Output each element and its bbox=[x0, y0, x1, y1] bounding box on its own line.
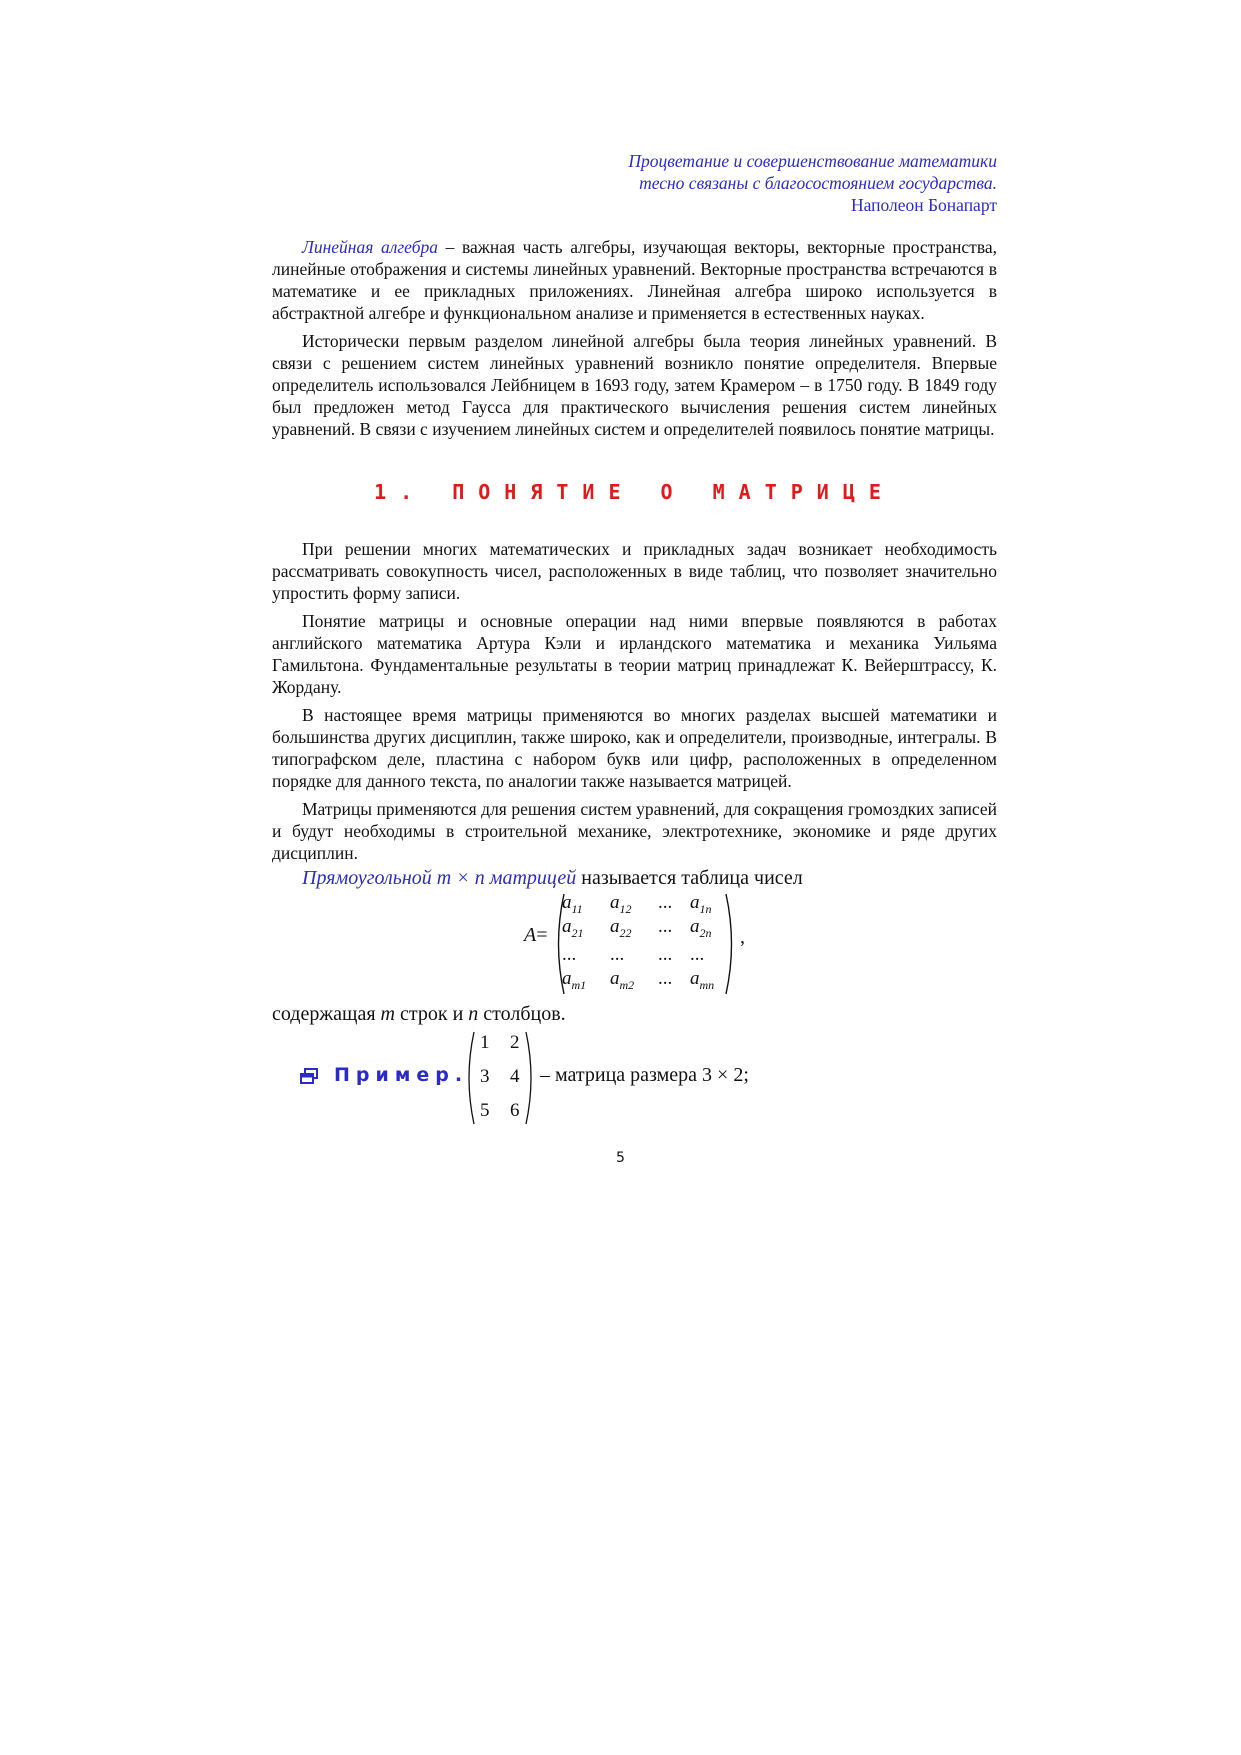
window-restore-icon bbox=[300, 1068, 318, 1084]
example-description: – матрица размера 3 × 2; bbox=[540, 1064, 749, 1086]
example bbox=[272, 1030, 997, 1126]
epigraph bbox=[272, 150, 997, 216]
matrix-entry: $a_{2n}$ bbox=[690, 916, 712, 940]
example-left-paren-icon bbox=[464, 1030, 476, 1126]
intro bbox=[272, 236, 997, 440]
matrix-formula bbox=[272, 892, 997, 996]
matrix-entry: ... bbox=[658, 892, 673, 913]
matrix-entry: $a_{m2}$ bbox=[610, 968, 635, 992]
contains-m: m bbox=[380, 1003, 395, 1025]
matrix-entry: ... bbox=[690, 944, 705, 965]
matrix-entry: $a_{11}$ bbox=[562, 892, 583, 916]
right-paren-icon bbox=[724, 892, 738, 996]
intro-paragraph-1 bbox=[272, 236, 997, 324]
matrix-symbol bbox=[524, 924, 548, 947]
example-cell: 2 bbox=[510, 1032, 520, 1053]
matrix-comma: , bbox=[740, 926, 745, 948]
section-paragraph-3: В настоящее время матрицы применяются во многих разделах высшей математики и большинства других дисциплин, также широко, как и определители, производные, интегралы. В типографском деле, пластина с набором букв или цифр, расположенных в определенном порядке для данного текста, по аналогии также называется матрицей. bbox=[272, 705, 997, 791]
example-cell: 4 bbox=[510, 1066, 520, 1087]
section-paragraph-4: Матрицы применяются для решения систем уравнений, для сокращения громоздких записей и будут необходимы в строительной механике, электротехнике, экономике и ряде других дисциплин. bbox=[272, 799, 997, 863]
matrix-entry: $a_{22}$ bbox=[610, 916, 632, 940]
example-cell: 3 bbox=[480, 1066, 490, 1087]
term-rectangular-matrix: Прямоугольной m × n матрицей bbox=[302, 867, 577, 889]
intro-paragraph-2: Исторически первым разделом линейной алгебры была теория линейных уравнений. В связи с решением систем линейных уравнений возникло понятие определителя. Впервые определитель использовался Лейбницем в 1693 году, затем Крамером – в 1750 году. В 1849 году был предложен метод Гаусса для практического вычисления решения систем линейных уравнений. В связи с изучением линейных систем и определителей появилось понятие матрицы. bbox=[272, 331, 997, 439]
page-number: 5 bbox=[616, 1150, 625, 1166]
matrix-entry: $a_{1n}$ bbox=[690, 892, 712, 916]
contains-post: столбцов. bbox=[478, 1003, 566, 1025]
example-right-paren-icon bbox=[524, 1030, 536, 1126]
section-paragraph-2: Понятие матрицы и основные операции над ними впервые появляются в работах английского математика Артура Кэли и ирландского математика и механика Уильяма Гамильтона. Фундаментальные результаты в теории матриц принадлежат К. Вейерштрассу, К. Жордану. bbox=[272, 611, 997, 697]
contains-mid: строк и bbox=[394, 1003, 469, 1025]
matrix-entry: ... bbox=[658, 968, 673, 989]
example-matrix bbox=[468, 1030, 538, 1126]
epigraph-line-1: Процветание и совершенствование математики bbox=[628, 151, 997, 171]
example-cell: 6 bbox=[510, 1100, 520, 1121]
epigraph-author: Наполеон Бонапарт bbox=[850, 195, 997, 215]
matrix-entry: ... bbox=[610, 944, 625, 965]
example-label: Пример. bbox=[334, 1064, 469, 1086]
matrix-entry: ... bbox=[658, 944, 673, 965]
intro-paragraph-1-text: – важная часть алгебры, изучающая векторы, векторные пространства, линейные отображения и системы линейных уравнений. Векторные пространства встречаются в математике и ее прикладных приложениях. Линейная алгебра широко используется в абстрактной алгебре и функциональном анализе и применяется в естественных науках. bbox=[272, 237, 997, 323]
contains-pre: содержащая bbox=[272, 1003, 381, 1025]
example-cell: 1 bbox=[480, 1032, 490, 1053]
matrix-definition-text: называется таблица чисел bbox=[576, 867, 803, 889]
matrix-entry: $a_{mn}$ bbox=[690, 968, 715, 992]
page-content bbox=[272, 150, 997, 1126]
matrix-entry: $a_{m1}$ bbox=[562, 968, 587, 992]
matrix-entry: $a_{12}$ bbox=[610, 892, 632, 916]
contains-n: n bbox=[468, 1003, 479, 1025]
matrix-definition bbox=[272, 866, 997, 890]
section-paragraph-1: При решении многих математических и прикладных задач возникает необходимость рассматривать совокупность чисел, расположенных в виде таблиц, что позволяет значительно упростить форму записи. bbox=[272, 539, 997, 603]
epigraph-line-2: тесно связаны с благосостоянием государства. bbox=[639, 173, 997, 193]
example-cell: 5 bbox=[480, 1100, 490, 1121]
matrix-dimensions-text bbox=[272, 1002, 997, 1026]
matrix-entry: ... bbox=[658, 916, 673, 937]
matrix-entry: $a_{21}$ bbox=[562, 916, 584, 940]
matrix-name: A bbox=[524, 924, 537, 946]
term-linear-algebra: Линейная алгебра bbox=[302, 237, 439, 257]
matrix-equals: = bbox=[536, 924, 548, 946]
section-heading: 1. ПОНЯТИЕ О МАТРИЦЕ bbox=[374, 480, 895, 504]
matrix-entry: ... bbox=[562, 944, 577, 965]
